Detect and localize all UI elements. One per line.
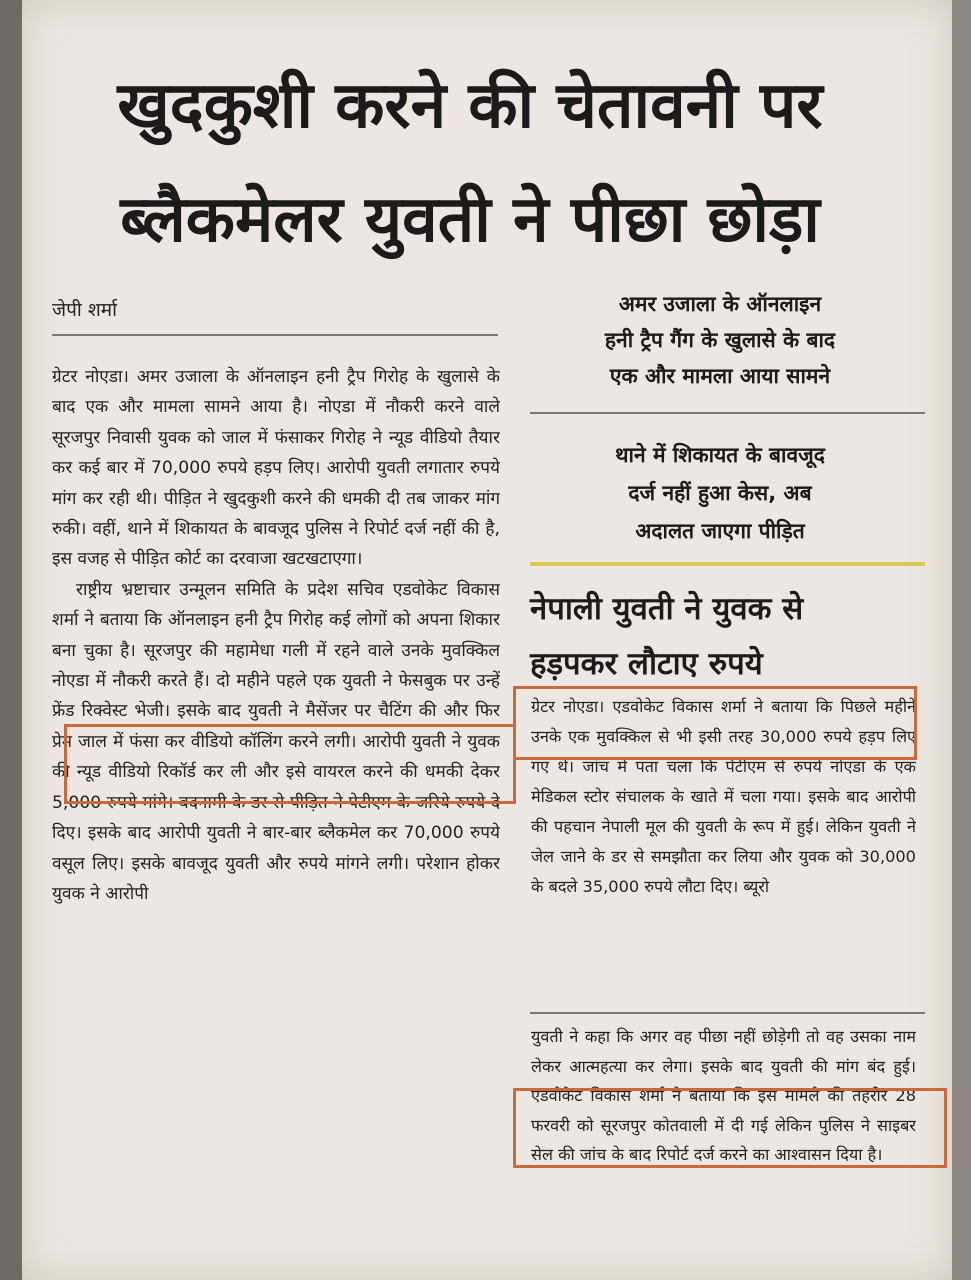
story-paragraph-1: ग्रेटर नोएडा। अमर उजाला के ऑनलाइन हनी ट्रैप गिरोह के खुलासे के बाद एक और मामला सामने आया है। नोएडा में नौकरी करने वाले सूरजपुर निवासी युवक को जाल में फंसाकर गिरोह ने न्यूड वीडियो तैयार कर कई बार में 70,000 रुपये हड़प लिए। आरोपी युवती लगातार रुपये मांग कर रही थी। पीड़ित ने खुदकुशी करने की धमकी दी तब जाकर मांग रुकी। वहीं, थाने में शिकायत के बावजूद पुलिस ने रिपोर्ट दर्ज नहीं की है, इस वजह से पीड़ित कोर्ट का दरवाजा खटखटाएगा। <box>52 367 500 570</box>
sidebar-headline <box>530 582 915 692</box>
sidebar-headline-line-2: हड़पकर लौटाए रुपये <box>530 646 763 682</box>
sidebar-story: ग्रेटर नोएडा। एडवोकेट विकास शर्मा ने बताया कि पिछले महीने उनके एक मुवक्किल से भी इसी तरह 30,000 रुपये हड़प लिए गए थे। जांच में पता चला कि पेटीएम से रुपये नोएडा के एक मेडिकल स्टोर संचालक के खाते में चला गया। इसके बाद आरोपी की पहचान नेपाली मूल की युवती के रूप में हुई। लेकिन युवती ने जेल जाने के डर से समझौता कर लिया और युवक को 30,000 के बदले 35,000 रुपये लौटा दिए। ब्यूरो <box>531 697 916 896</box>
deck-rule <box>530 412 925 414</box>
story-continuation: युवती ने कहा कि अगर वह पीछा नहीं छोड़ेगी तो वह उसका नाम लेकर आत्महत्या कर लेगा। इसके बाद युवती की मांग बंद हुई। एडवोकेट विकास शर्मा ने बताया कि इस मामले की तहरीर 28 फरवरी को सूरजपुर कोतवाली में दी गई लेकिन पुलिस ने साइबर सेल की जांच के बाद रिपोर्ट दर्ज करने का आश्वासन दिया है। <box>531 1027 916 1164</box>
deck1-line-3: एक और मामला आया सामने <box>609 364 831 388</box>
deck2-line-3: अदालत जाएगा पीड़ित <box>635 519 805 543</box>
photo-edge-left <box>0 0 22 1280</box>
deck2-line-1: थाने में शिकायत के बावजूद <box>615 443 825 467</box>
deck1-line-2: हनी ट्रैप गैंग के खुलासे के बाद <box>604 328 836 352</box>
byline-rule <box>52 334 498 336</box>
sidebar-rule <box>530 1012 925 1014</box>
sidebar-headline-line-1: नेपाली युवती ने युवक से <box>530 591 804 627</box>
deck2-line-2: दर्ज नहीं हुआ केस, अब <box>628 481 812 505</box>
headline-line-1: खुदकुशी करने की चेतावनी पर <box>117 69 823 143</box>
main-story <box>52 362 500 1262</box>
headline-line-2: ब्लैकमेलर युवती ने पीछा छोड़ा <box>120 183 820 257</box>
deck1-line-1: अमर उजाला के ऑनलाइन <box>618 292 822 316</box>
deck-box-2 <box>530 436 910 550</box>
deck-box-1 <box>530 286 910 394</box>
yellow-rule <box>530 562 925 566</box>
photo-edge-right <box>952 0 971 1280</box>
story-paragraph-2: राष्ट्रीय भ्रष्टाचार उन्मूलन समिति के प्रदेश सचिव एडवोकेट विकास शर्मा ने बताया कि ऑनलाइन हनी ट्रैप गिरोह कई लोगों को अपना शिकार बना चुका है। सूरजपुर की महामेधा गली में रहने वाले उनके मुवक्किल नोएडा में नौकरी करते हैं। दो महीने पहले एक युवती ने फेसबुक पर उन्हें फ्रेंड रिक्वेस्ट भेजी। इसके बाद युवती ने मैसेंजर पर चैटिंग की और फिर प्रेम जाल में फंसा कर वीडियो कॉलिंग करने लगी। आरोपी युवती ने युवक की न्यूड वीडियो रिकॉर्ड कर ली और इसे वायरल करने की धमकी देकर 5,000 रुपये मांगे। बदनामी के डर से पीड़ित ने पेटीएम के जरिये रुपये दे दिए। इसके बाद आरोपी युवती ने बार-बार ब्लैकमेल कर 70,000 रुपये वसूल लिए। इसके बावजूद युवती और रुपये मांगने लगी। परेशान होकर युवक ने आरोपी <box>52 579 500 904</box>
byline: जेपी शर्मा <box>52 299 118 321</box>
